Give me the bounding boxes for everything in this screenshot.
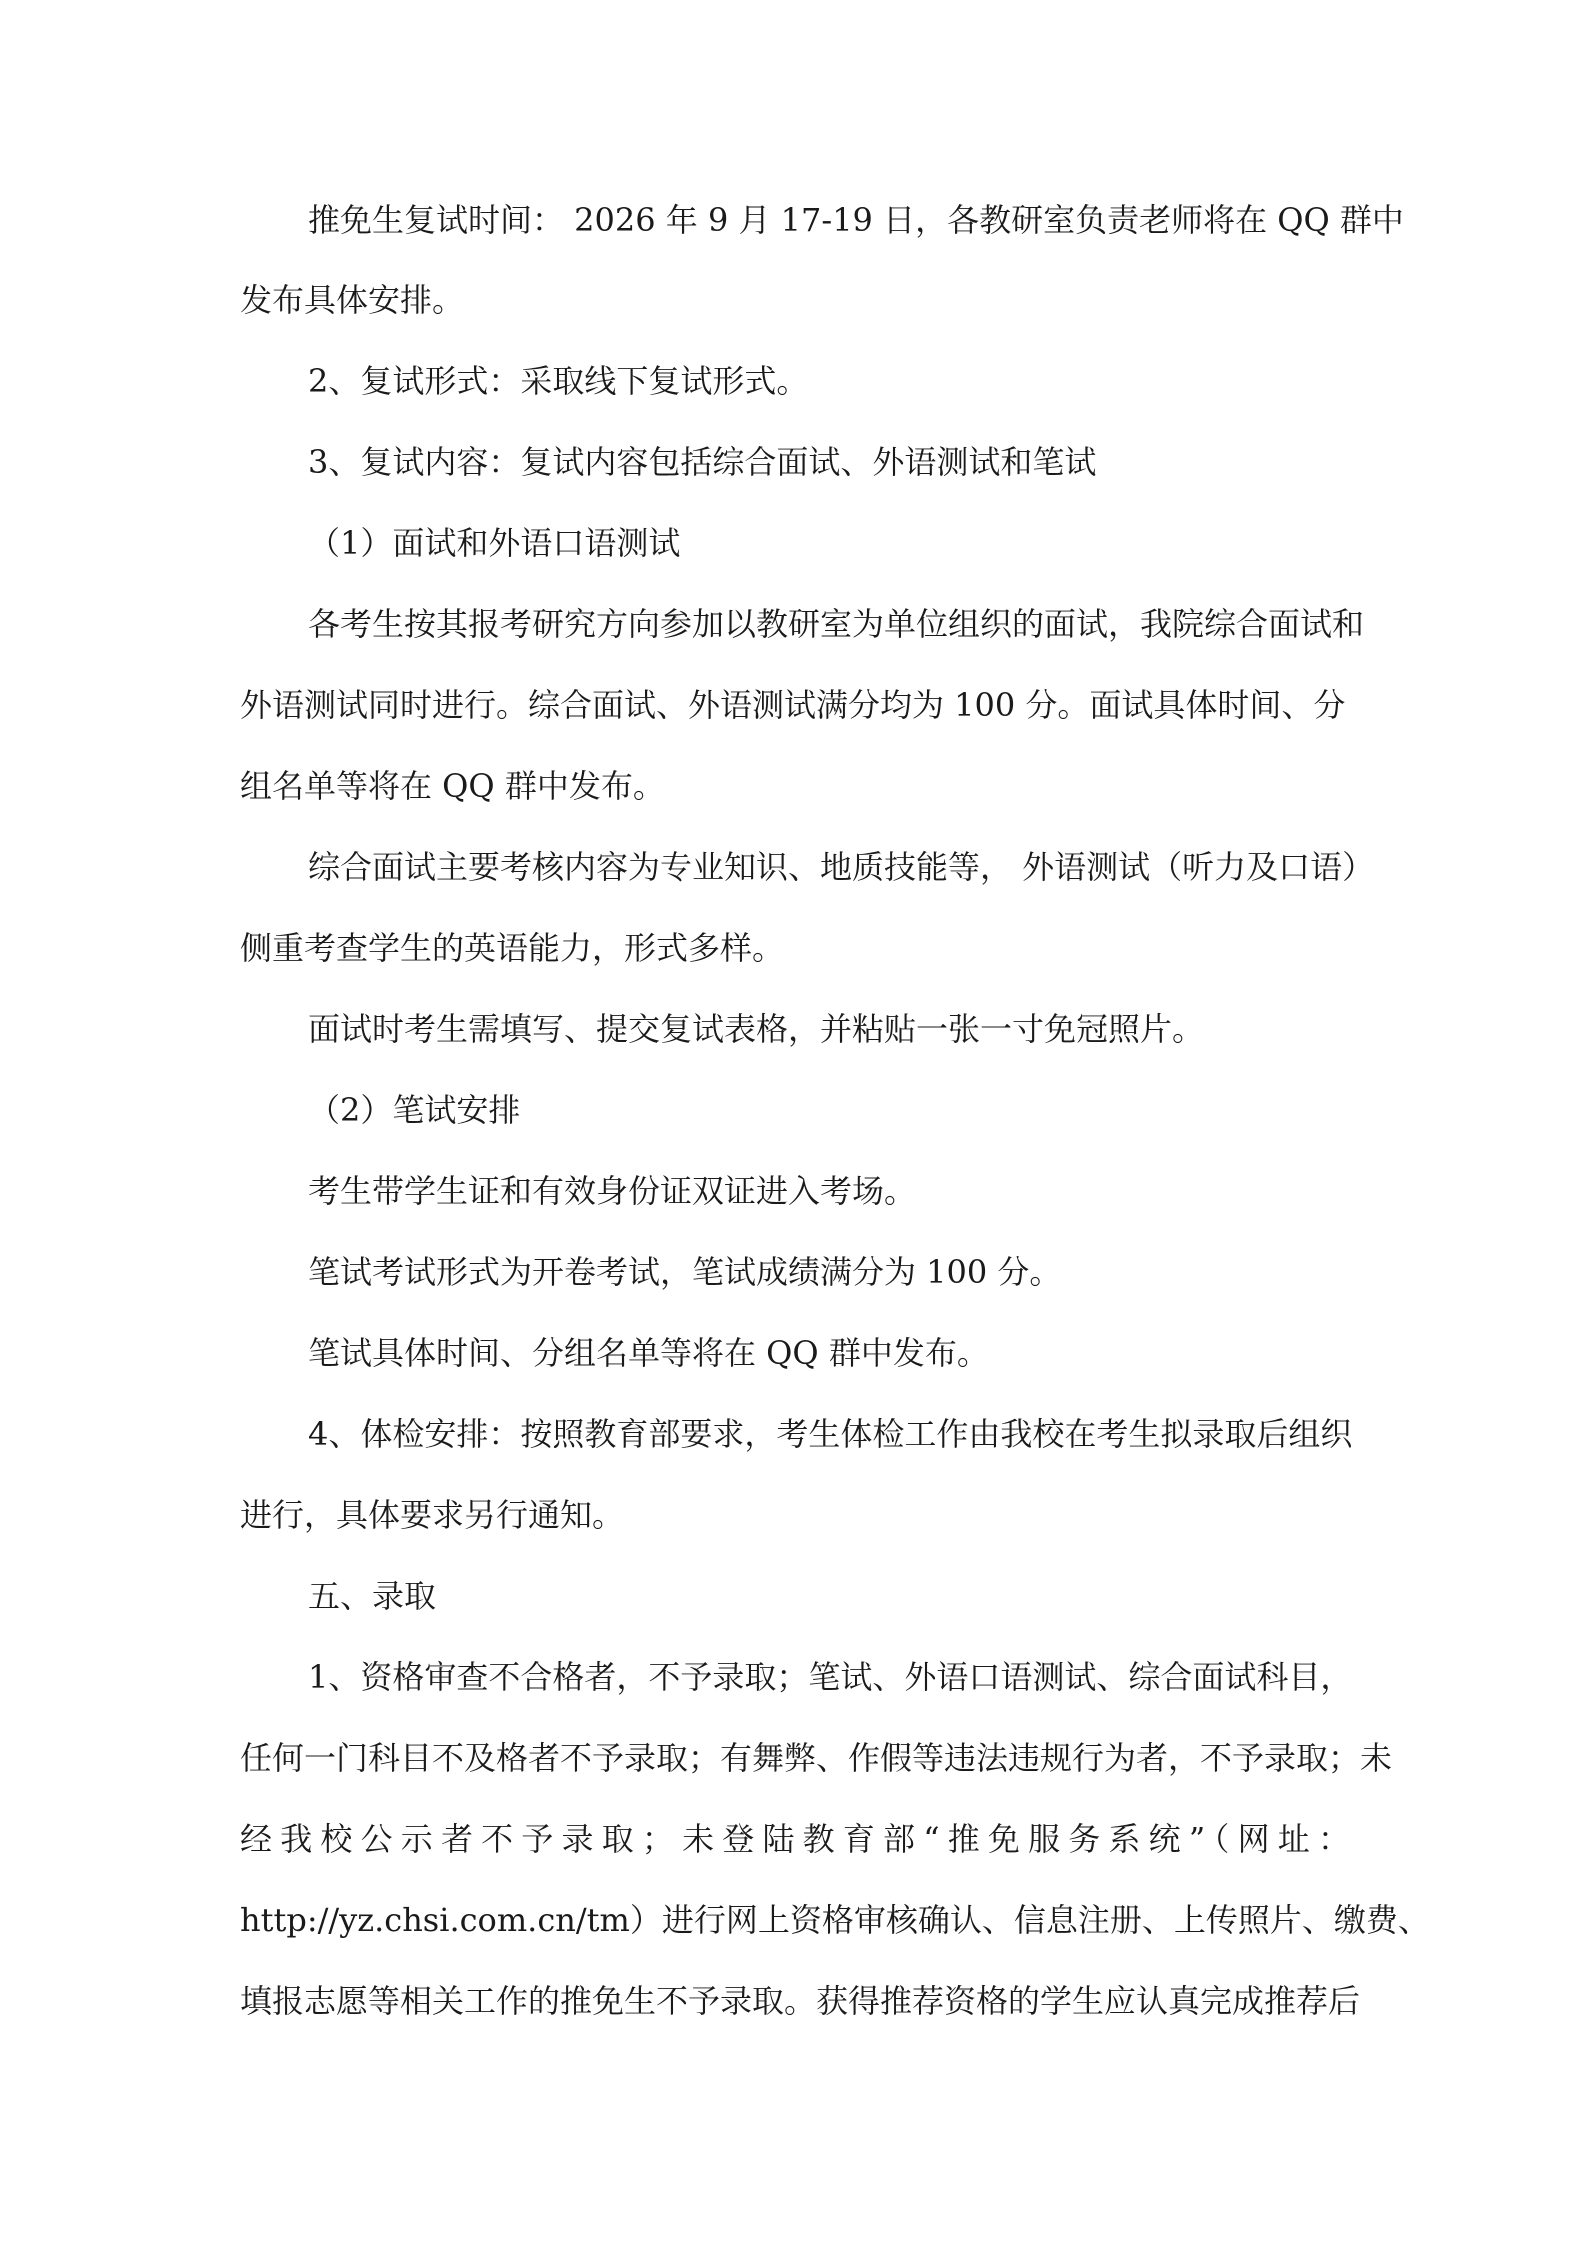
paragraph-line: 进行，具体要求另行通知。 bbox=[240, 1496, 625, 1534]
paragraph-line: 侧重考查学生的英语能力，形式多样。 bbox=[240, 929, 785, 967]
paragraph-line: 填报志愿等相关工作的推免生不予录取。获得推荐资格的学生应认真完成推荐后 bbox=[240, 1982, 1361, 2020]
paragraph-line: 外语测试同时进行。综合面试、外语测试满分均为 100 分。面试具体时间、分 bbox=[240, 686, 1346, 724]
paragraph-line: （1）面试和外语口语测试 bbox=[308, 524, 681, 562]
paragraph-line: （2）笔试安排 bbox=[308, 1091, 521, 1129]
paragraph-line: 1、资格审查不合格者，不予录取；笔试、外语口语测试、综合面试科目， bbox=[308, 1658, 1353, 1696]
paragraph-line: 组名单等将在 QQ 群中发布。 bbox=[240, 767, 665, 805]
paragraph-line: 推免生复试时间： 2026 年 9 月 17-19 日，各教研室负责老师将在 QQ 群中 bbox=[308, 201, 1404, 239]
paragraph-line: 考生带学生证和有效身份证双证进入考场。 bbox=[308, 1172, 917, 1210]
paragraph-line: 任何一门科目不及格者不予录取；有舞弊、作假等违法违规行为者，不予录取；未 bbox=[240, 1739, 1393, 1777]
paragraph-line: 笔试具体时间、分组名单等将在 QQ 群中发布。 bbox=[308, 1334, 989, 1372]
paragraph-line: 发布具体安排。 bbox=[240, 281, 465, 319]
paragraph-line: 3、复试内容：复试内容包括综合面试、外语测试和笔试 bbox=[308, 443, 1097, 481]
paragraph-line: http://yz.chsi.com.cn/tm）进行网上资格审核确认、信息注册、上传照片、缴费、 bbox=[240, 1901, 1430, 1939]
paragraph-line: 综合面试主要考核内容为专业知识、地质技能等， 外语测试（听力及口语） bbox=[308, 848, 1375, 886]
paragraph-line: 2、复试形式：采取线下复试形式。 bbox=[308, 362, 809, 400]
paragraph-line: 笔试考试形式为开卷考试，笔试成绩满分为 100 分。 bbox=[308, 1253, 1062, 1291]
paragraph-line: 各考生按其报考研究方向参加以教研室为单位组织的面试，我院综合面试和 bbox=[308, 605, 1365, 643]
section-heading: 五、录取 bbox=[308, 1577, 437, 1615]
paragraph-line: 面试时考生需填写、提交复试表格，并粘贴一张一寸免冠照片。 bbox=[308, 1010, 1205, 1048]
paragraph-line: 经我校公示者不予录取；未登陆教育部“推免服务系统”（网址： bbox=[240, 1820, 1350, 1858]
paragraph-line: 4、体检安排：按照教育部要求，考生体检工作由我校在考生拟录取后组织 bbox=[308, 1415, 1353, 1453]
